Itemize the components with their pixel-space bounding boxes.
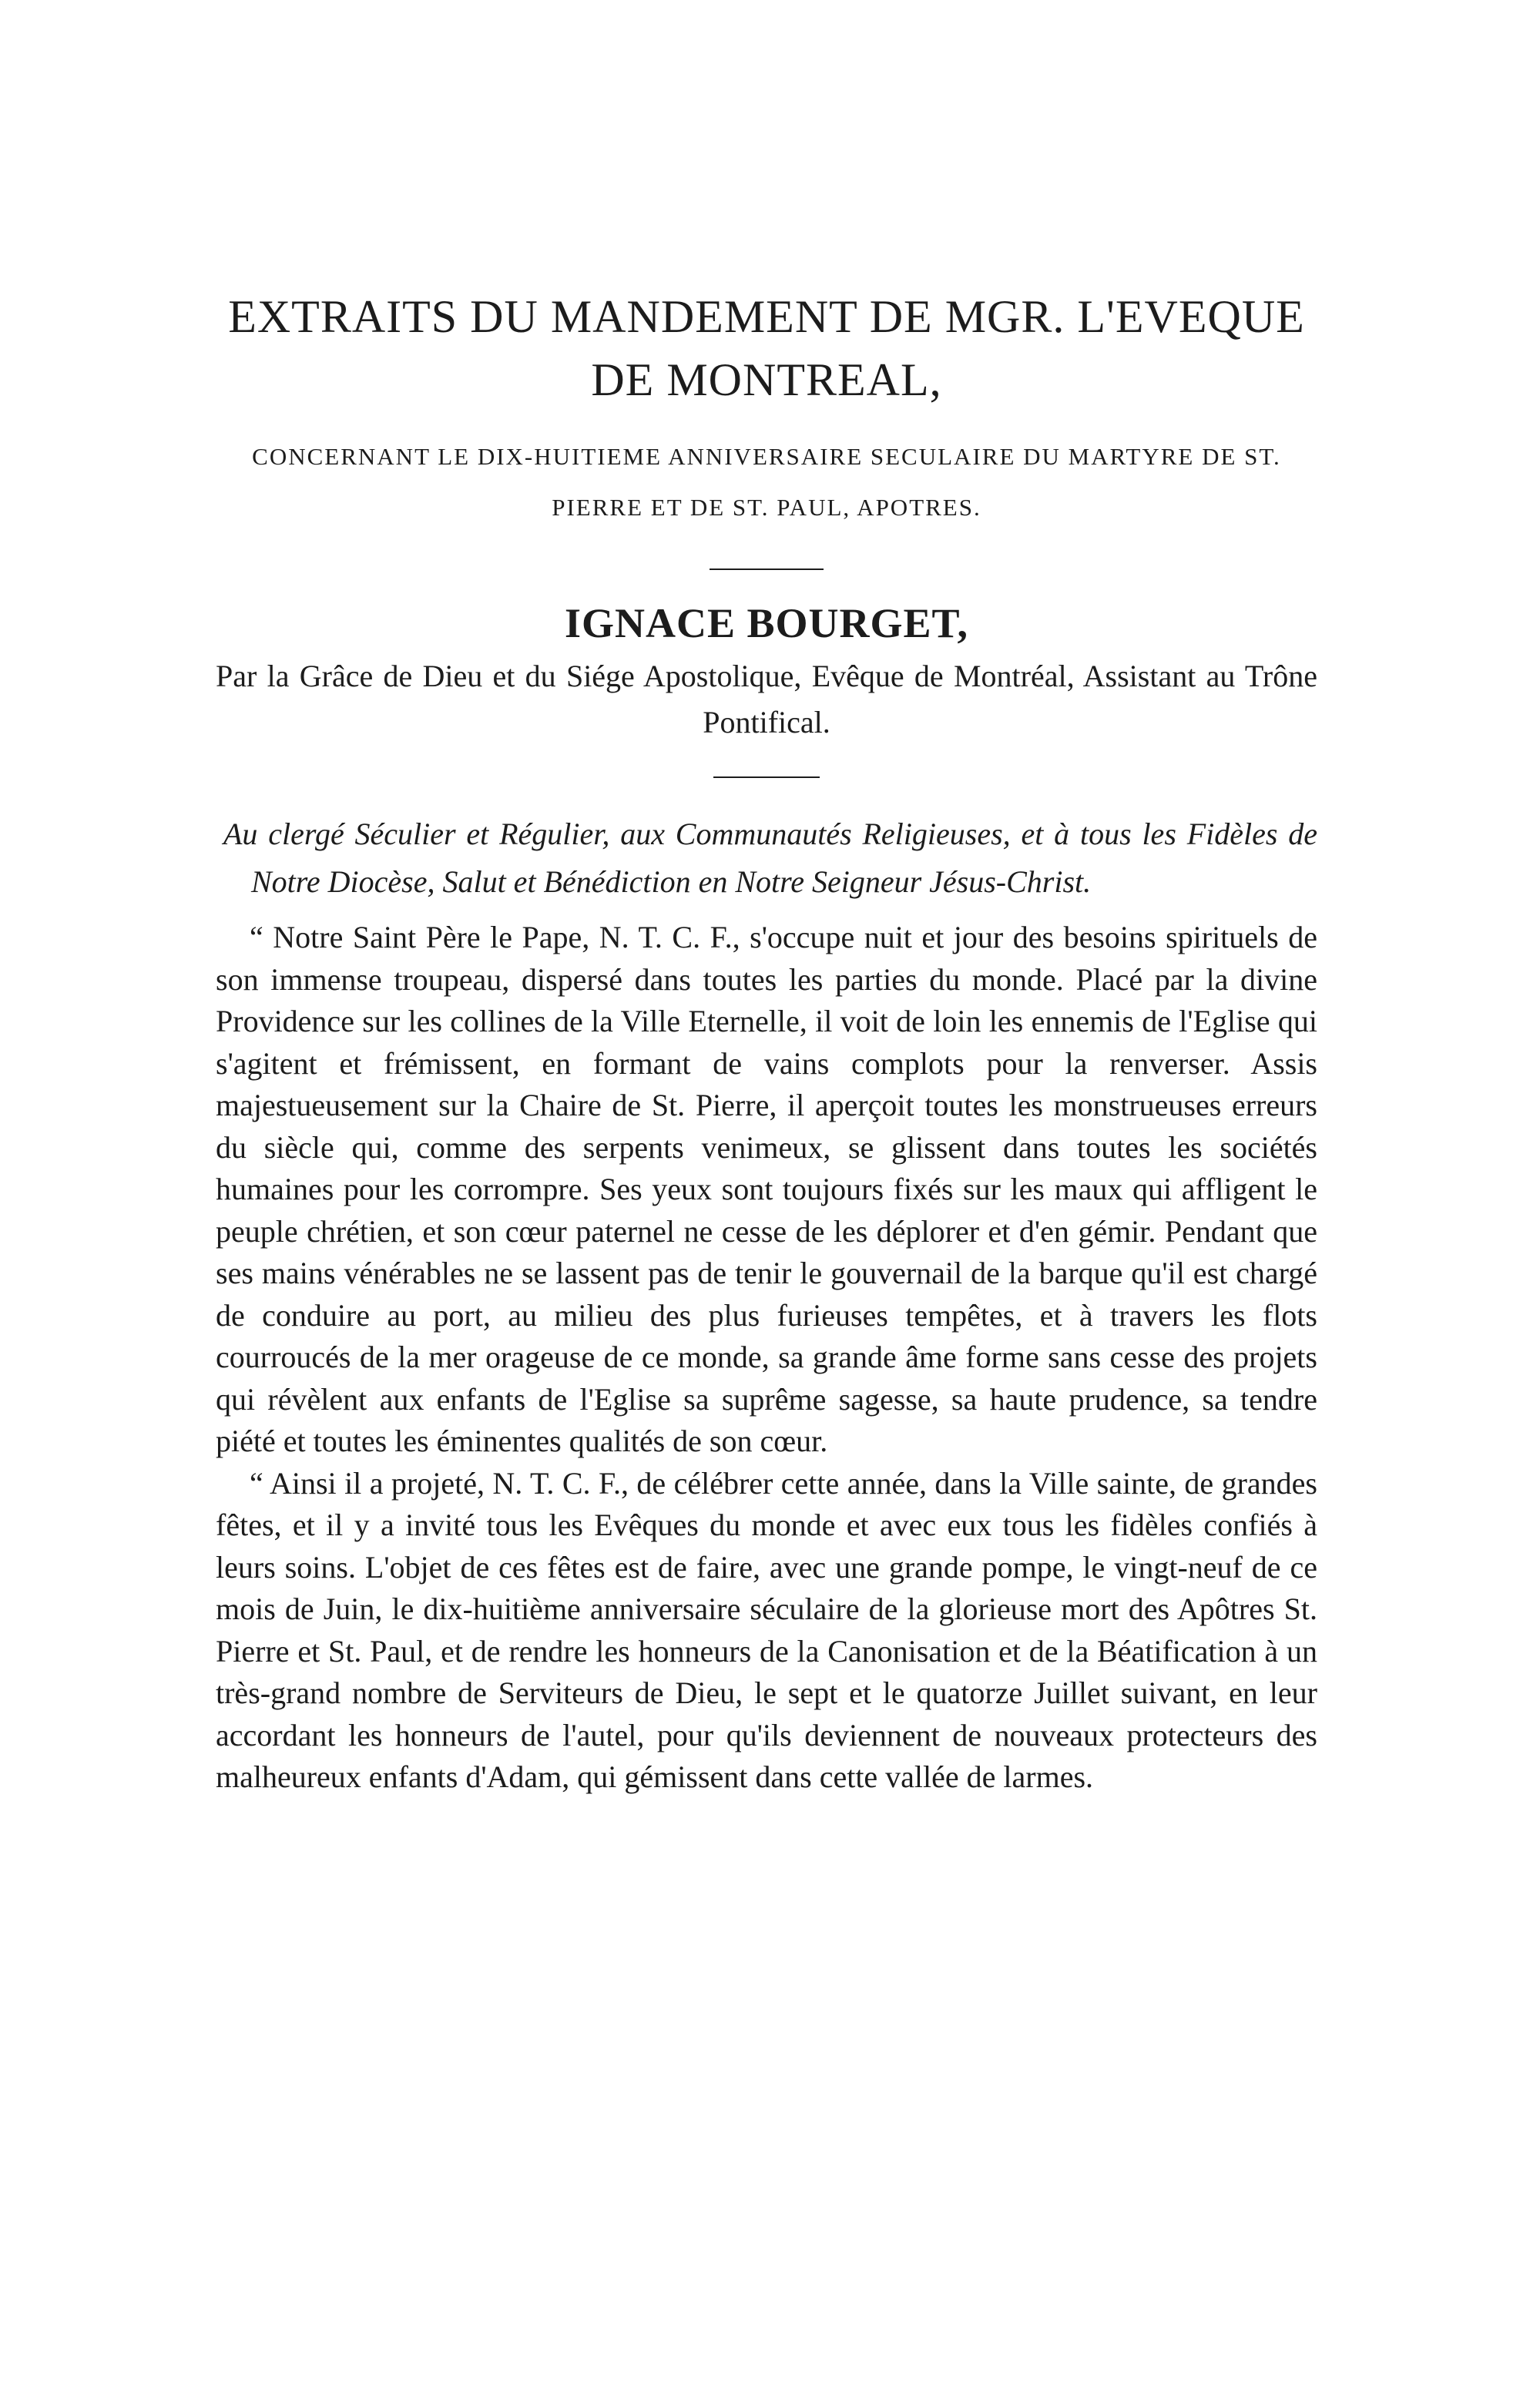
salutation-text: Au clergé Séculier et Régulier, aux Communautés Religieuses, et à tous les Fidèles de Notre Diocèse, Salut et Bénédiction en Notre Seigneur Jésus-Christ. (223, 817, 1317, 899)
document-subtitle: CONCERNANT LE DIX-HUITIEME ANNIVERSAIRE SECULAIRE DU MARTYRE DE ST. PIERRE ET DE ST. PAUL, APOTRES. (252, 443, 1281, 521)
body-paragraph: “ Notre Saint Père le Pape, N. T. C. F., s'occupe nuit et jour des besoins spirituels de son immense troupeau, dispersé dans toutes les parties du monde. Placé par la divine Providence sur les collines de la Ville Eternelle, il voit de loin les ennemis de l'Eglise qui s'agitent et frémissent, en formant de vains complots pour la renverser. Assis majestueusement sur la Chaire de St. Pierre, il aperçoit toutes les monstrueuses erreurs du siècle qui, comme des serpents venimeux, se glissent dans toutes les sociétés humaines pour les corrompre. Ses yeux sont toujours fixés sur les maux qui affligent le peuple chrétien, et son cœur paternel ne cesse de les déplorer et d'en gémir. Pendant que ses mains vénérables ne se lassent pas de tenir le gouvernail de la barque qu'il est chargé de conduire au port, au milieu des plus furieuses tempêtes, et à travers les flots courroucés de la mer orageuse de ce monde, sa grande âme forme sans cesse des projets qui révèlent aux enfants de l'Eglise sa suprême sagesse, sa haute prudence, sa tendre piété et toutes les éminentes qualités de son cœur. (216, 920, 1317, 1458)
author-title: Par la Grâce de Dieu et du Siége Apostolique, Evêque de Montréal, Assistant au Trône Pontifical. (216, 659, 1317, 740)
document-title: EXTRAITS DU MANDEMENT DE MGR. L'EVEQUE DE MONTREAL, (228, 291, 1305, 405)
salutation (216, 810, 1317, 906)
document-page (216, 285, 1317, 1799)
divider-rule (713, 776, 820, 778)
body-paragraph: “ Ainsi il a projeté, N. T. C. F., de célébrer cette année, dans la Ville sainte, de grandes fêtes, et il y a invité tous les Evêques du monde et avec eux tous les fidèles confiés à leurs soins. L'objet de ces fêtes est de faire, avec une grande pompe, le vingt-neuf de ce mois de Juin, le dix-huitième anniversaire séculaire de la glorieuse mort des Apôtres St. Pierre et St. Paul, et de rendre les honneurs de la Canonisation et de la Béatification à un très-grand nombre de Serviteurs de Dieu, le sept et le quatorze Juillet suivant, en leur accordant les honneurs de l'autel, pour qu'ils deviennent de nouveaux protecteurs des malheureux enfants d'Adam, qui gémissent dans cette vallée de larmes. (216, 1465, 1317, 1794)
divider-rule (710, 568, 824, 570)
author-name: IGNACE BOURGET, (564, 600, 969, 646)
